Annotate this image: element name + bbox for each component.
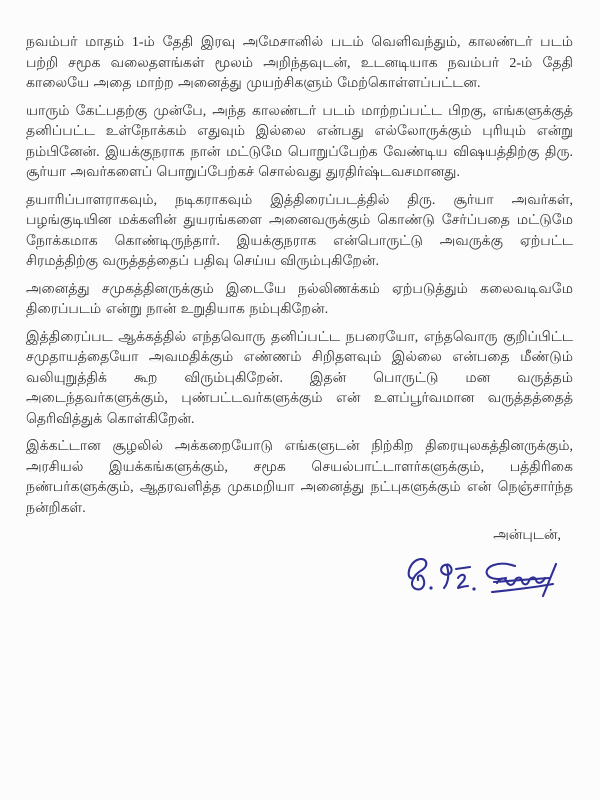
signature-handwriting-icon xyxy=(397,553,567,605)
letter-body xyxy=(26,33,573,605)
paragraph-5: இத்திரைப்பட ஆக்கத்தில் எந்தவொரு தனிப்பட்ட நபரையோ, எந்தவொரு குறிப்பிட்ட சமுதாயத்தையோ அவமதிக்கும் எண்ணம் சிறிதளவும் இல்லை என்பதை மீண்டும் வலியுறுத்திக் கூற விரும்புகிறேன். இதன் பொருட்டு மன வருத்தம் அடைந்தவர்களுக்கும், புண்பட்டவர்களுக்கும் என் உளப்பூர்வமான வருத்தத்தைத் தெரிவித்துக் கொள்கிறேன். xyxy=(26,329,573,427)
closing-salutation: அன்புடன், xyxy=(493,528,561,543)
paragraph-1: நவம்பர் மாதம் 1-ம் தேதி இரவு அமேசானில் படம் வெளிவந்தும், காலண்டர் படம் பற்றி சமூக வலைதளங்கள் மூலம் அறிந்தவுடன், உடனடியாக நவம்பர் 2-ம் தேதி காலையே அதை மாற்ற அனைத்து முயற்சிகளும் மேற்கொள்ளப்பட்டன. xyxy=(26,35,573,91)
paragraph-2: யாரும் கேட்பதற்கு முன்பே, அந்த காலண்டர் படம் மாற்றப்பட்ட பிறகு, எங்களுக்குத் தனிப்பட்ட உள்நோக்கம் எதுவும் இல்லை என்பது எல்லோருக்கும் புரியும் என்று நம்பினேன். இயக்குநராக நான் மட்டுமே பொறுப்பேற்க வேண்டிய விஷயத்திற்கு திரு. சூர்யா அவர்களைப் பொறுப்பேற்கச் சொல்வது துரதிர்ஷ்டவசமானது. xyxy=(26,103,573,180)
paragraph-6: இக்கட்டான சூழலில் அக்கறையோடு எங்களுடன் நிற்கிற திரையுலகத்தினருக்கும், அரசியல் இயக்கங்களுக்கும், சமூக செயல்பாட்டாளர்களுக்கும், பத்திரிகை நண்பர்களுக்கும், ஆதரவளித்த முகமறியா அனைத்து நட்புகளுக்கும் என் நெஞ்சார்ந்த நன்றிகள். xyxy=(26,439,573,516)
paragraph-3: தயாரிப்பாளராகவும், நடிகராகவும் இத்திரைப்படத்தில் திரு. சூர்யா அவர்கள், பழங்குடியின மக்களின் துயரங்களை அனைவருக்கும் கொண்டு சேர்ப்பதை மட்டுமே நோக்கமாக கொண்டிருந்தார். இயக்குநராக என்பொருட்டு அவருக்கு ஏற்பட்ட சிரமத்திற்கு வருத்தத்தைப் பதிவு செய்ய விரும்புகிறேன். xyxy=(26,192,573,269)
paragraph-4: அனைத்து சமுகத்தினருக்கும் இடையே நல்லிணக்கம் ஏற்படுத்தும் கலைவடிவமே திரைப்படம் என்று நான் உறுதியாக நம்புகிறேன். xyxy=(26,281,573,317)
signature-block xyxy=(26,553,573,605)
